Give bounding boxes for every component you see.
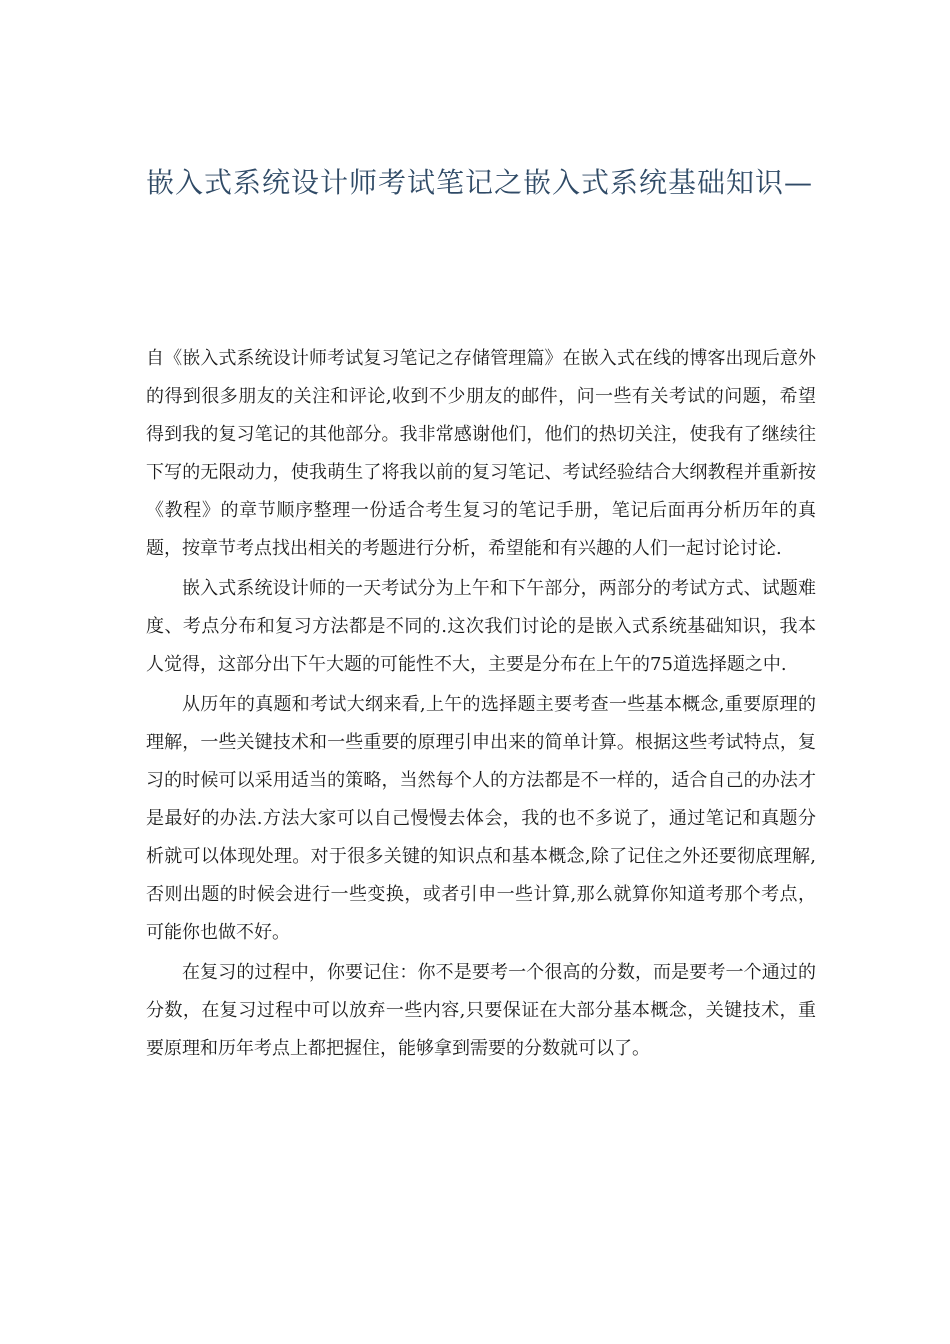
paragraph-3: 从历年的真题和考试大纲来看,上午的选择题主要考查一些基本概念,重要原理的理解，一些关键技术和一些重要的原理引申出来的简单计算。根据这些考试特点，复习的时候可以采用适当的策略，当然每个人的方法都是不一样的，适合自己的办法才是最好的办法.方法大家可以自己慢慢去体会，我的也不多说了，通过笔记和真题分析就可以体现处理。对于很多关键的知识点和基本概念,除了记住之外还要彻底理解,否则出题的时候会进行一些变换，或者引申一些计算,那么就算你知道考那个考点，可能你也做不好。 (146, 694, 816, 943)
paragraph-2: 嵌入式系统设计师的一天考试分为上午和下午部分，两部分的考试方式、试题难度、考点分布和复习方法都是不同的.这次我们讨论的是嵌入式系统基础知识，我本人觉得，这部分出下午大题的可能性不大，主要是分布在上午的75道选择题之中. (146, 578, 816, 675)
paragraph-1: 自《嵌入式系统设计师考试复习笔记之存储管理篇》在嵌入式在线的博客出现后意外的得到很多朋友的关注和评论,收到不少朋友的邮件，问一些有关考试的问题，希望得到我的复习笔记的其他部分。我非常感谢他们，他们的热切关注，使我有了继续往下写的无限动力，使我萌生了将我以前的复习笔记、考试经验结合大纲教程并重新按《教程》的章节顺序整理一份适合考生复习的笔记手册，笔记后面再分析历年的真题，按章节考点找出相关的考题进行分析，希望能和有兴趣的人们一起讨论讨论. (146, 348, 816, 559)
paragraph-4: 在复习的过程中，你要记住：你不是要考一个很高的分数，而是要考一个通过的分数，在复习过程中可以放弃一些内容,只要保证在大部分基本概念，关键技术，重要原理和历年考点上都把握住，能够拿到需要的分数就可以了。 (146, 962, 816, 1059)
document-title: 嵌入式系统设计师考试笔记之嵌入式系统基础知识— (146, 166, 814, 199)
document-body (146, 340, 816, 1070)
